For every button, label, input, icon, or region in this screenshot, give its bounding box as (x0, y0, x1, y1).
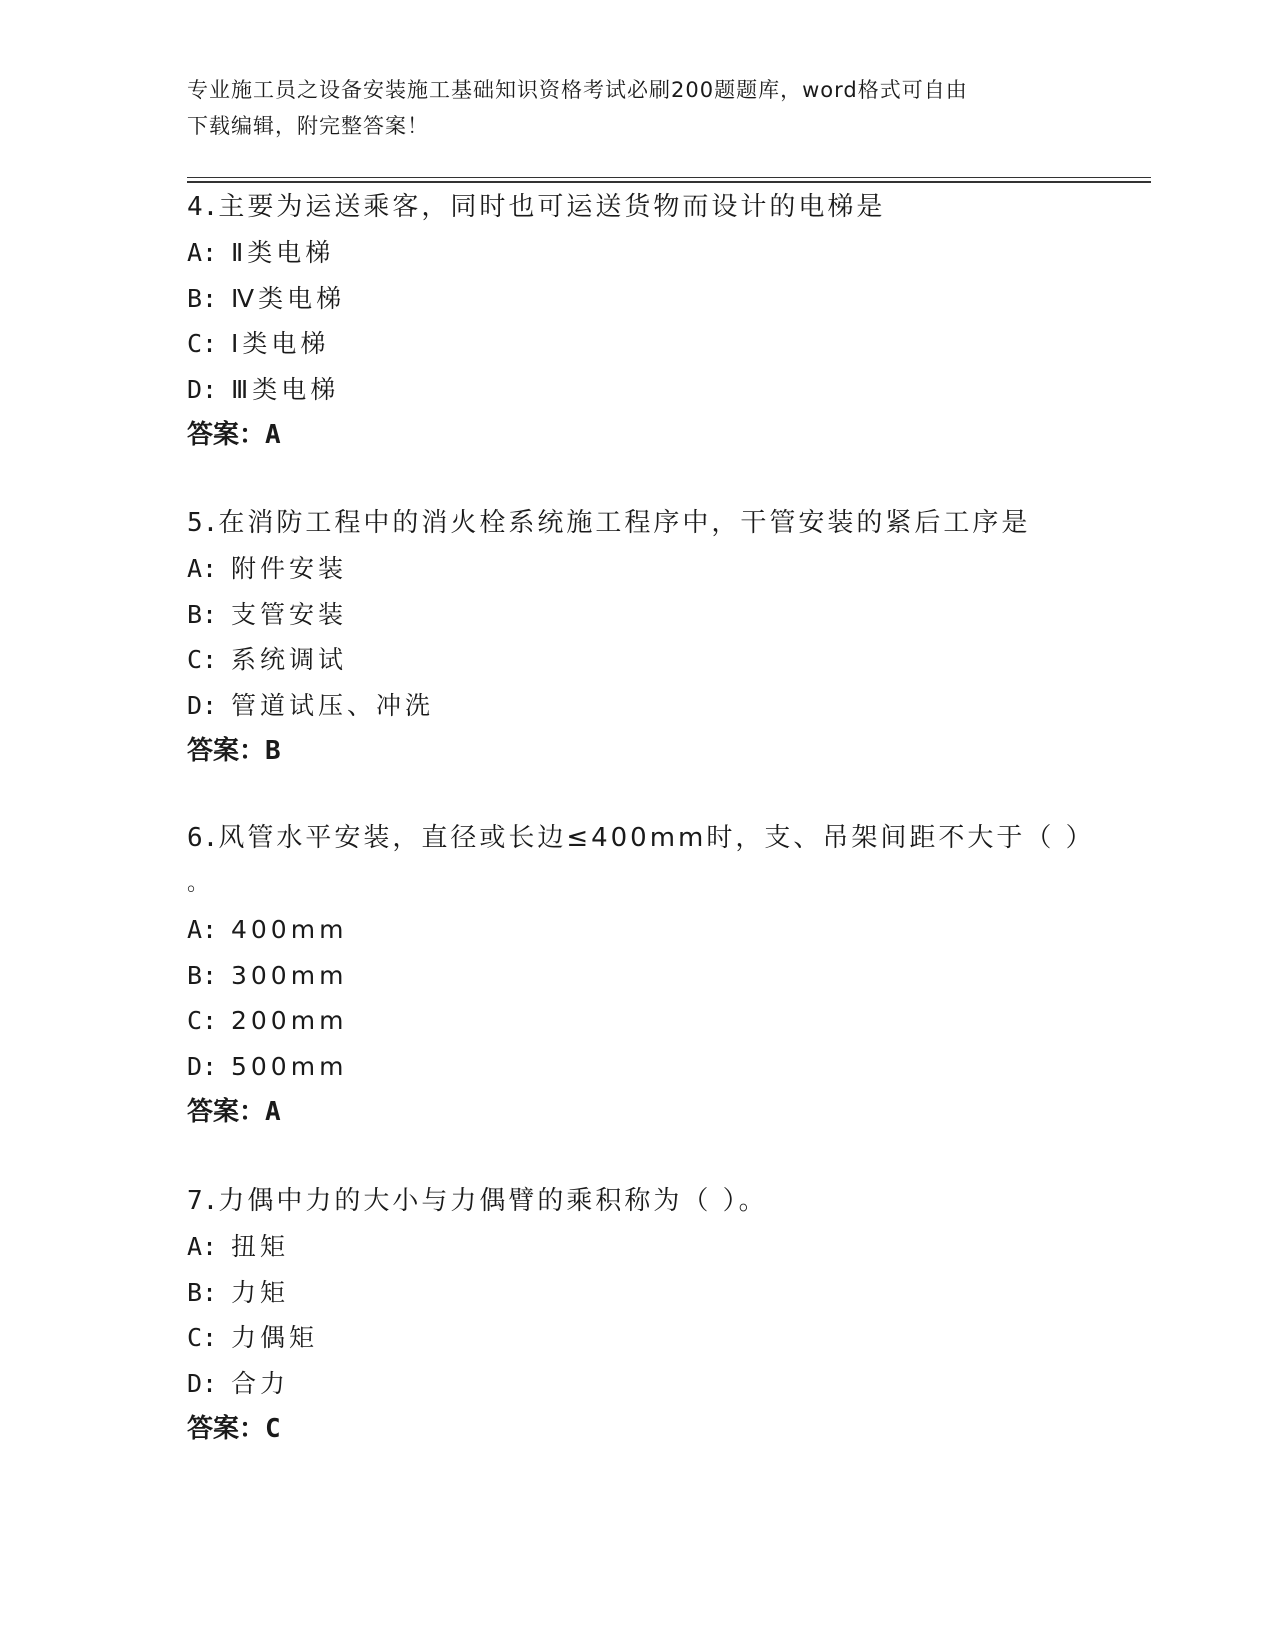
option-letter: C: (187, 1323, 218, 1353)
answer-value: B (265, 736, 281, 767)
option-letter: A: (187, 554, 218, 583)
option-letter: A: (187, 1232, 218, 1261)
option-text: Ⅳ类电梯 (231, 283, 346, 313)
option-text: 力偶矩 (231, 1323, 319, 1353)
question-number: 6. (187, 823, 219, 853)
option-text: Ⅲ类电梯 (231, 374, 340, 404)
option-c (187, 1315, 1067, 1361)
answer-value: A (265, 1097, 281, 1128)
answer-line (187, 1089, 1067, 1135)
question-stem (187, 815, 1095, 861)
option-a (187, 907, 1067, 953)
question-5 (187, 500, 1067, 774)
answer-label: 答案： (187, 1097, 266, 1128)
question-7 (187, 1178, 1067, 1452)
question-4 (187, 184, 1067, 458)
option-b (187, 276, 1067, 322)
question-number: 4. (187, 192, 219, 222)
option-text: 系统调试 (231, 645, 348, 675)
option-text: 附件安装 (231, 554, 348, 583)
option-text: 300mm (231, 960, 348, 990)
option-d (187, 1361, 1067, 1407)
answer-label: 答案： (187, 420, 266, 451)
option-d (187, 683, 1067, 729)
option-letter: B: (187, 960, 218, 990)
option-text: 合力 (231, 1368, 290, 1398)
answer-line (187, 728, 1067, 774)
question-number: 7. (187, 1186, 219, 1216)
option-a (187, 1224, 1067, 1270)
option-text: Ⅰ类电梯 (231, 329, 330, 359)
option-letter: D: (187, 1368, 218, 1398)
question-text: 主要为运送乘客，同时也可运送货物而设计的电梯是 (218, 192, 886, 222)
option-b (187, 1270, 1067, 1316)
header-divider-thick (187, 181, 1151, 183)
question-text: 力偶中力的大小与力偶臂的乘积称为（ ）。 (218, 1186, 768, 1216)
option-text: 扭矩 (231, 1232, 290, 1261)
option-letter: D: (187, 690, 218, 720)
header-line-2: 下载编辑，附完整答案！ (187, 114, 429, 138)
question-text: 在消防工程中的消火栓系统施工程序中，干管安装的紧后工序是 (218, 508, 1031, 538)
question-stem-continuation: 。 (187, 871, 210, 896)
option-letter: B: (187, 1277, 218, 1307)
question-number: 5. (187, 508, 219, 538)
question-6 (187, 815, 1095, 1135)
option-c (187, 637, 1067, 683)
option-letter: A: (187, 238, 218, 267)
option-b (187, 592, 1067, 638)
option-letter: C: (187, 329, 218, 359)
option-letter: B: (187, 283, 218, 313)
header-line-1: 专业施工员之设备安装施工基础知识资格考试必刷200题题库，word格式可自由 (187, 78, 968, 102)
option-text: Ⅱ类电梯 (231, 238, 335, 267)
option-a (187, 230, 1067, 276)
option-text: 力矩 (231, 1277, 290, 1307)
option-letter: C: (187, 645, 218, 675)
option-b (187, 953, 1067, 999)
answer-label: 答案： (187, 736, 266, 767)
option-c (187, 998, 1067, 1044)
option-d (187, 1044, 1067, 1090)
answer-line (187, 1406, 1067, 1452)
option-letter: D: (187, 374, 218, 404)
option-text: 400mm (231, 915, 348, 944)
question-stem (187, 500, 1067, 546)
option-text: 支管安装 (231, 599, 348, 629)
option-text: 500mm (231, 1051, 348, 1081)
answer-value: C (265, 1414, 281, 1445)
option-d (187, 367, 1067, 413)
option-letter: C: (187, 1006, 218, 1036)
question-stem (187, 1178, 1067, 1224)
question-text: 风管水平安装，直径或长边≤400mm时，支、吊架间距不大于（ ） (218, 823, 1095, 853)
option-letter: B: (187, 599, 218, 629)
answer-line (187, 412, 1067, 458)
option-text: 管道试压、冲洗 (231, 690, 435, 720)
answer-value: A (265, 420, 281, 451)
answer-label: 答案： (187, 1414, 266, 1445)
option-a (187, 546, 1067, 592)
option-letter: A: (187, 915, 218, 944)
document-header (187, 72, 1067, 144)
question-stem (187, 184, 1067, 230)
option-c (187, 321, 1067, 367)
header-divider-thin (187, 177, 1151, 178)
option-letter: D: (187, 1051, 218, 1081)
option-text: 200mm (231, 1006, 348, 1036)
